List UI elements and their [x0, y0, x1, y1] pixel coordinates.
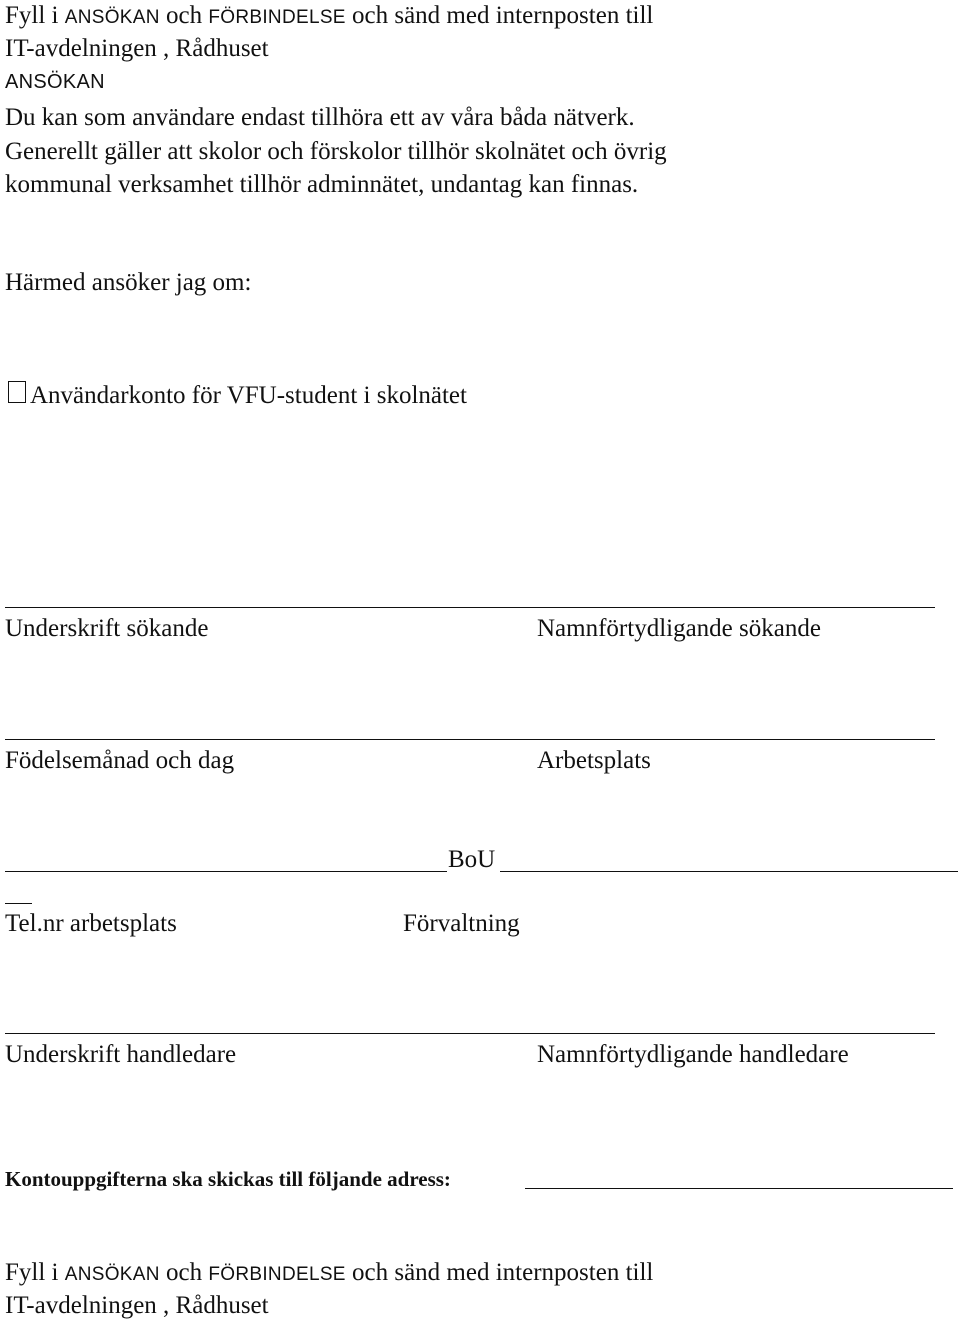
header-fill-suffix: och sänd med internposten till: [352, 2, 654, 29]
address-line[interactable]: [525, 1188, 953, 1189]
supervisor-signature-label: Underskrift handledare: [5, 1041, 237, 1068]
header-och: och: [166, 2, 203, 29]
bou-value: BoU: [448, 846, 496, 873]
birth-month-day-label: Födelsemånad och dag: [5, 747, 235, 774]
intro-line-3: kommunal verksamhet tillhör adminnätet, undantag kan finnas.: [5, 171, 639, 198]
header-ansokan-label: ANSÖKAN: [64, 7, 160, 28]
header-forbindelse-label: FÖRBINDELSE: [208, 7, 346, 28]
phone-workplace-label: Tel.nr arbetsplats: [5, 910, 177, 937]
intro-line-1: Du kan som användare endast tillhöra ett av våra båda nätverk.: [5, 104, 635, 131]
intro-line-2: Generellt gäller att skolor och förskolor tillhör skolnätet och övrig: [5, 138, 667, 165]
footer-instruction: [5, 1260, 653, 1285]
supervisor-name-label: Namnförtydligande handledare: [537, 1041, 849, 1068]
supervisor-signature-line[interactable]: [5, 1033, 935, 1034]
application-prompt: Härmed ansöker jag om:: [5, 269, 252, 296]
footer-och: och: [166, 1259, 203, 1286]
applicant-signature-line[interactable]: [5, 607, 935, 608]
footer-forbindelse-label: FÖRBINDELSE: [208, 1264, 346, 1285]
applicant-name-label: Namnförtydligande sökande: [537, 615, 821, 642]
vfu-account-checkbox[interactable]: [8, 381, 26, 403]
header-fill-prefix: Fyll i: [5, 2, 59, 29]
footer-recipient: IT-avdelningen , Rådhuset: [5, 1292, 269, 1319]
birth-workplace-line[interactable]: [5, 739, 935, 740]
wrapped-underline-text: [5, 880, 30, 908]
footer-ansokan-label: ANSÖKAN: [64, 1264, 160, 1285]
section-heading: ANSÖKAN: [5, 71, 105, 93]
footer-fill-suffix: och sänd med internposten till: [352, 1259, 654, 1286]
administration-line[interactable]: [500, 871, 958, 872]
vfu-account-option-label: Användarkonto för VFU-student i skolnätet: [30, 382, 467, 409]
address-label: Kontouppgifterna ska skickas till följande adress:: [5, 1167, 451, 1191]
header-instruction: [5, 3, 653, 28]
administration-label: Förvaltning: [403, 910, 520, 937]
applicant-signature-label: Underskrift sökande: [5, 615, 209, 642]
header-recipient: IT-avdelningen , Rådhuset: [5, 35, 269, 62]
workplace-label: Arbetsplats: [537, 747, 651, 774]
footer-fill-prefix: Fyll i: [5, 1259, 59, 1286]
phone-line[interactable]: [5, 871, 447, 872]
